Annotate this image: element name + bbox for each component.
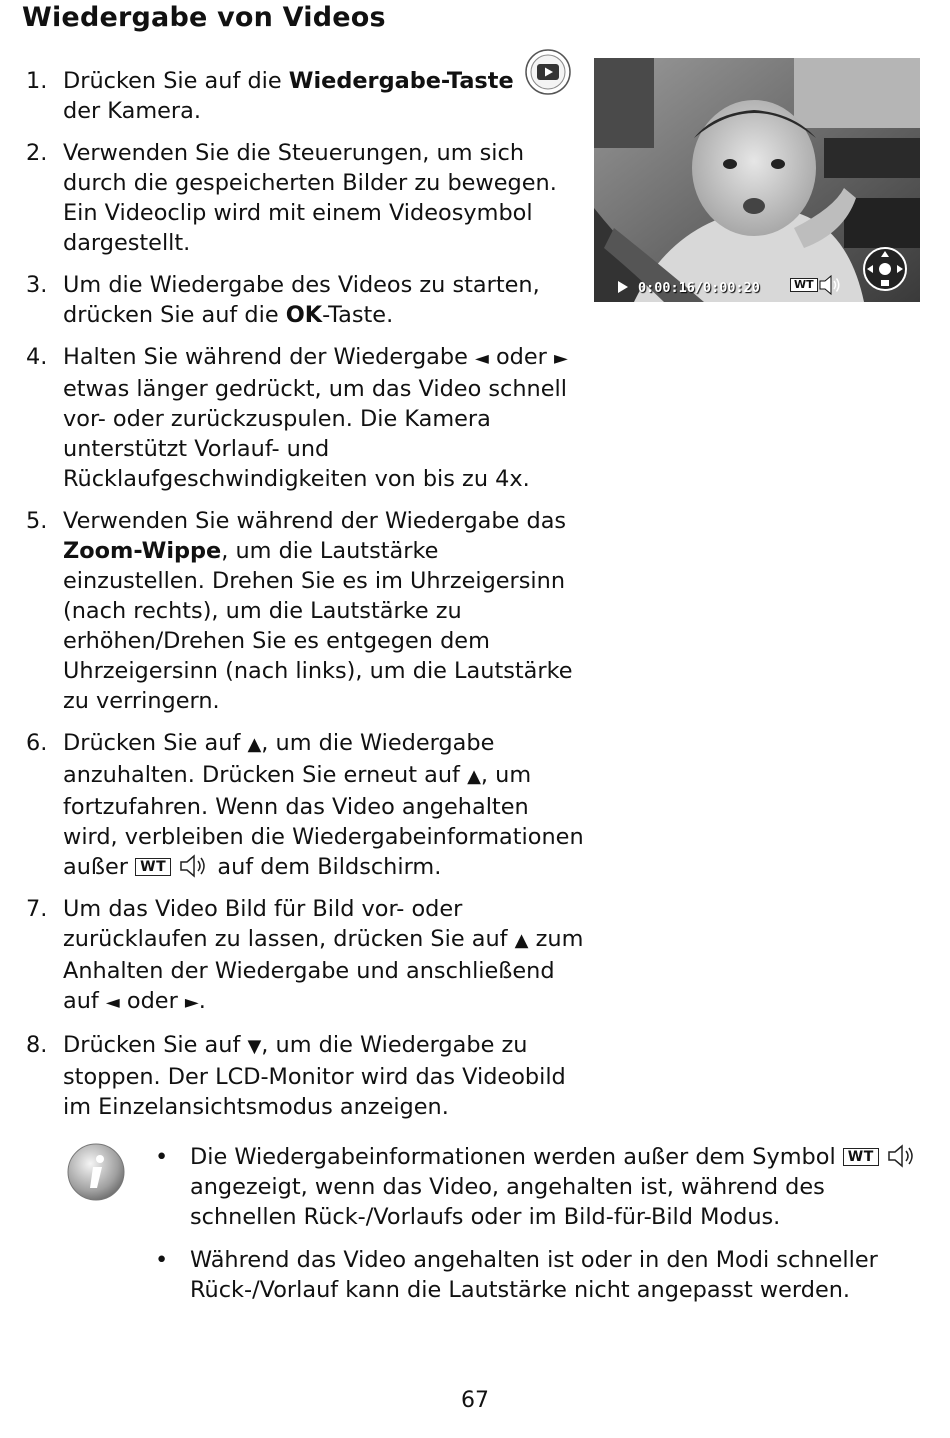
step-2: 2. Verwenden Sie die Steuerungen, um sich durch die gespeicherten Bilder zu bewegen. Ein Videoclip wird mit einem Videosymbol dargestellt. xyxy=(26,140,557,256)
playback-button-label: Wiedergabe-Taste xyxy=(288,68,514,94)
up-arrow-icon: ▲ xyxy=(467,766,481,787)
wt-zoom-icon: WT xyxy=(135,858,171,876)
right-arrow-icon: ► xyxy=(553,348,568,369)
wt-zoom-icon: WT xyxy=(843,1148,879,1166)
up-arrow-icon: ▲ xyxy=(514,930,529,951)
step-4: 4. Halten Sie während der Wiedergabe ◄ oder ► etwas länger gedrückt, um das Video schnell vor- oder zurückzuspulen. Die Kamera unterstützt Vorlauf- und Rücklaufgeschwindigkeiten von bis zu 4x. xyxy=(26,344,568,492)
page-title: Wiedergabe von Videos xyxy=(22,2,386,33)
up-arrow-icon: ▲ xyxy=(247,734,262,755)
step-3: 3. Um die Wiedergabe des Videos zu starten, drücken Sie auf die OK-Taste. xyxy=(26,272,540,328)
step-7: 7. Um das Video Bild für Bild vor- oder zurücklaufen zu lassen, drücken Sie auf ▲ zum Anhalten der Wiedergabe und anschließend auf ◄ oder ►. xyxy=(26,896,584,1014)
navigation-pad-icon xyxy=(862,246,908,292)
left-arrow-icon: ◄ xyxy=(105,992,120,1013)
note-2: • Während das Video angehalten ist oder in den Modi schneller Rück-/Vorlauf kann die Lautstärke nicht angepasst werden. xyxy=(155,1247,878,1303)
note-1: • Die Wiedergabeinformationen werden außer dem Symbol WT angezeigt, wenn das Video, angehalten ist, während des schnellen Rück-/Vorlaufs oder im Bild-für-Bild Modus. xyxy=(155,1142,925,1232)
step-6: 6. Drücken Sie auf ▲, um die Wiedergabe anzuhalten. Drücken Sie erneut auf ▲, um fortzufahren. Wenn das Video angehalten wird, verbleiben die Wiedergabeinformationen außer WT auf dem Bildschirm. xyxy=(26,730,584,880)
play-indicator-icon xyxy=(618,281,628,293)
video-playback-screenshot xyxy=(594,58,920,302)
wt-zoom-icon: WT xyxy=(790,278,818,292)
speaker-icon xyxy=(818,274,844,296)
right-arrow-icon: ► xyxy=(184,992,199,1013)
step-8: 8. Drücken Sie auf ▼, um die Wiedergabe zu stoppen. Der LCD-Monitor wird das Videobild im Einzelansichtsmodus anzeigen. xyxy=(26,1032,566,1120)
step-1: 1. Drücken Sie auf die Wiedergabe-Taste der Kamera. xyxy=(26,68,514,124)
info-icon xyxy=(66,1142,126,1202)
step-5: 5. Verwenden Sie während der Wiedergabe das Zoom-Wippe, um die Lautstärke einzustellen. Drehen Sie es im Uhrzeigersinn (nach rechts), um die Lautstärke zu erhöhen/Drehen Sie es entgegen dem Uhrzeigersinn (nach links), um die Lautstärke zu verringern. xyxy=(26,508,573,714)
speaker-icon xyxy=(886,1143,918,1169)
speaker-icon xyxy=(178,853,210,879)
page-number: 67 xyxy=(461,1388,489,1413)
video-timecode: 0:00:16/0:00:20 xyxy=(638,280,760,296)
notes-list xyxy=(155,1142,925,1318)
down-arrow-icon: ▼ xyxy=(247,1036,262,1057)
left-arrow-icon: ◄ xyxy=(475,348,489,369)
instruction-list xyxy=(26,66,586,1134)
